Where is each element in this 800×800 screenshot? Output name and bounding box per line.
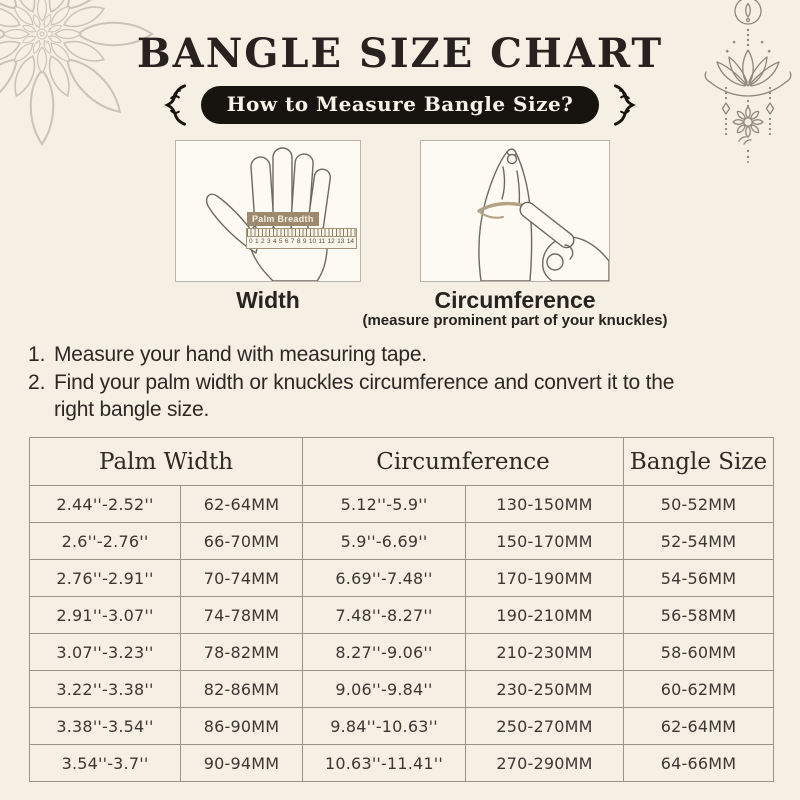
ruler-number: 2 [260,238,265,245]
instruction-text: Find your palm width or knuckles circumference and convert it to the right bangle size. [54,371,675,421]
ruler-number: 9 [302,238,307,245]
table-cell: 54-56MM [624,560,774,597]
circumference-note: (measure prominent part of your knuckles) [362,312,668,329]
table-cell: 64-66MM [624,745,774,782]
ruler-number: 3 [266,238,271,245]
table-cell: 3.22''-3.38'' [30,671,181,708]
table-cell: 70-74MM [181,560,303,597]
table-row [30,745,774,782]
table-cell: 3.54''-3.7'' [30,745,181,782]
table-cell: 62-64MM [624,708,774,745]
page-title: BANGLE SIZE CHART [136,30,664,77]
ruler-ticks [247,229,356,237]
instruction-item [28,341,772,368]
table-cell: 3.07''-3.23'' [30,634,181,671]
ruler-numbers [247,237,356,245]
table-cell: 5.9''-6.69'' [303,523,466,560]
table-cell: 86-90MM [181,708,303,745]
ruler-number: 7 [290,238,295,245]
ruler-number: 0 [249,238,253,245]
instruction-number: 2. [28,371,46,394]
table-cell: 82-86MM [181,671,303,708]
table-row [30,523,774,560]
ruler-number: 11 [318,238,326,245]
ruler-number: 14 [346,238,354,245]
table-cell: 66-70MM [181,523,303,560]
table-row [30,708,774,745]
table-cell: 250-270MM [466,708,624,745]
table-cell: 90-94MM [181,745,303,782]
ruler-number: 8 [296,238,301,245]
table-cell: 6.69''-7.48'' [303,560,466,597]
table-cell: 9.84''-10.63'' [303,708,466,745]
table-cell: 50-52MM [624,486,774,523]
ruler [246,228,357,249]
table-cell: 2.6''-2.76'' [30,523,181,560]
table-row [30,560,774,597]
ruler-number: 4 [272,238,277,245]
instruction-item [28,369,772,423]
table-cell: 9.06''-9.84'' [303,671,466,708]
table-row [30,486,774,523]
ruler-number: 12 [327,238,335,245]
folded-hand-measure-icon [421,141,609,281]
instructions [28,341,772,424]
table-cell: 8.27''-9.06'' [303,634,466,671]
ruler-number: 1 [254,238,259,245]
table-cell: 7.48''-8.27'' [303,597,466,634]
knuckle-circumference-illustration [420,140,610,282]
table-cell: 78-82MM [181,634,303,671]
ruler-number: 5 [278,238,283,245]
table-cell: 5.12''-5.9'' [303,486,466,523]
table-cell: 270-290MM [466,745,624,782]
table-cell: 56-58MM [624,597,774,634]
table-cell: 210-230MM [466,634,624,671]
banner-pill: How to Measure Bangle Size? [201,86,600,124]
table-header-cell: Palm Width [30,438,303,486]
table-cell: 74-78MM [181,597,303,634]
palm-breadth-tape-label: Palm Breadth [247,212,319,226]
palm-width-illustration [175,140,361,282]
flourish-right-icon [608,83,642,127]
table-row [30,634,774,671]
table-header-cell: Circumference [303,438,624,486]
table-cell: 3.38''-3.54'' [30,708,181,745]
table-cell: 190-210MM [466,597,624,634]
table-header-cell: Bangle Size [624,438,774,486]
table-cell: 170-190MM [466,560,624,597]
table-cell: 10.63''-11.41'' [303,745,466,782]
instruction-number: 1. [28,343,46,366]
table-cell: 2.91''-3.07'' [30,597,181,634]
size-table-body [30,486,774,782]
table-cell: 52-54MM [624,523,774,560]
table-cell: 2.44''-2.52'' [30,486,181,523]
open-hand-icon [176,141,360,281]
flourish-left-icon [158,83,192,127]
circumference-caption: Circumference [434,287,596,313]
table-cell: 58-60MM [624,634,774,671]
table-cell: 2.76''-2.91'' [30,560,181,597]
table-row [30,671,774,708]
table-cell: 60-62MM [624,671,774,708]
ruler-number: 6 [284,238,289,245]
ruler-number: 10 [308,238,317,245]
table-row [30,597,774,634]
banner [0,84,800,126]
table-cell: 150-170MM [466,523,624,560]
size-table [29,437,774,782]
ruler-number: 13 [337,238,345,245]
table-cell: 62-64MM [181,486,303,523]
size-table-header-row [30,438,774,486]
width-caption: Width [236,287,300,313]
table-cell: 230-250MM [466,671,624,708]
table-cell: 130-150MM [466,486,624,523]
instruction-text: Measure your hand with measuring tape. [54,343,427,366]
